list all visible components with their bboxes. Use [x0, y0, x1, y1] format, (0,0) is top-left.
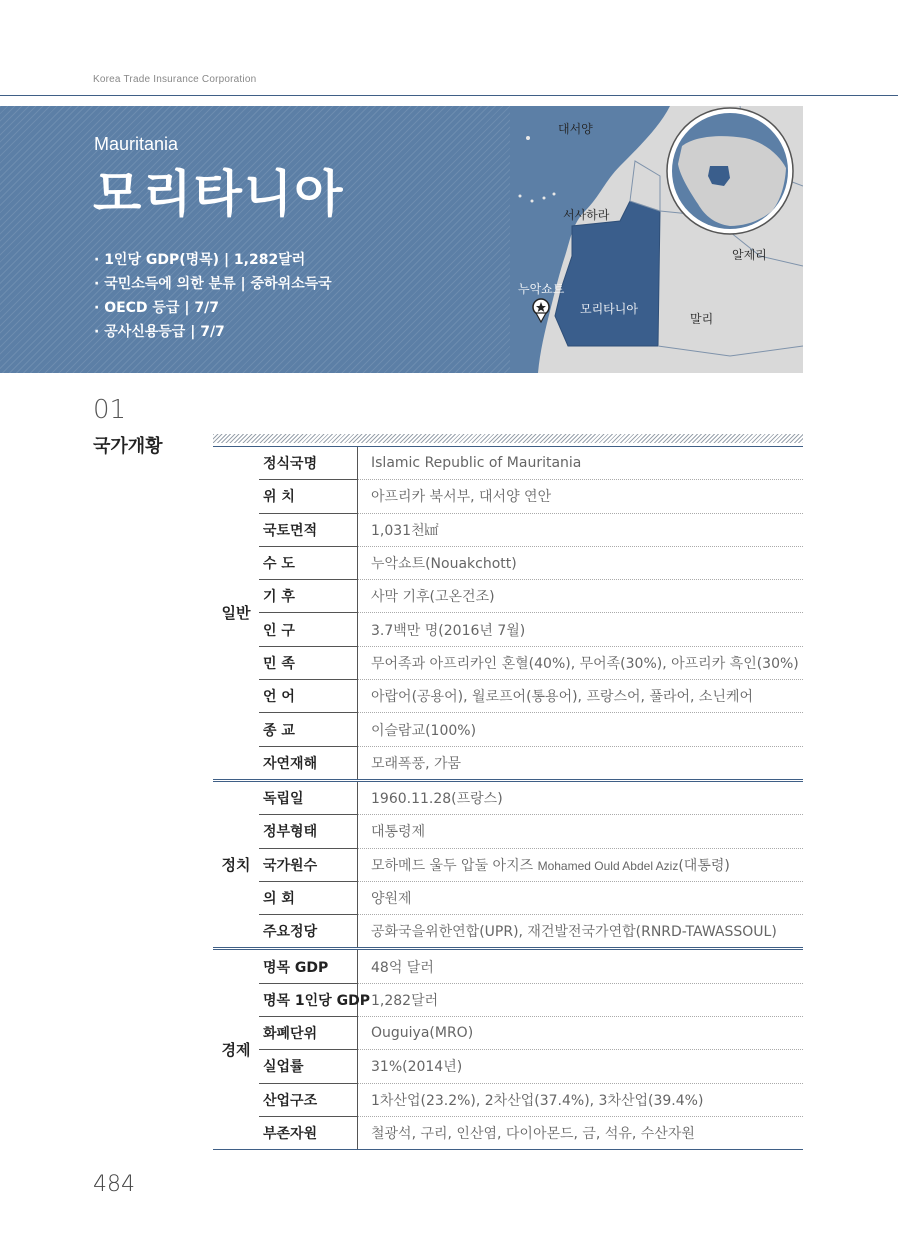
table-row: [259, 1016, 803, 1049]
fact-credit-grade: · 공사신용등급 | 7/7: [94, 324, 225, 340]
page-number: 484: [93, 1172, 135, 1197]
row-value: 철광석, 구리, 인산염, 다이아몬드, 금, 석유, 수산자원: [371, 1126, 695, 1143]
row-value: 누악쇼트(Nouakchott): [371, 556, 517, 573]
table-row: [259, 447, 803, 479]
fact-oecd-grade: · OECD 등급 | 7/7: [94, 300, 219, 316]
row-value: 3.7백만 명(2016년 7월): [371, 622, 526, 639]
map-label-algeria: 알제리: [732, 248, 767, 262]
header-divider: [0, 95, 898, 96]
row-label: 기 후: [259, 579, 358, 612]
table-row: [259, 746, 803, 779]
row-value: 대통령제: [371, 824, 426, 841]
table-row: [259, 1083, 803, 1116]
country-name-ko: 모리타니아: [93, 165, 345, 223]
row-value: 아프리카 북서부, 대서양 연안: [371, 489, 552, 506]
table-row: [259, 679, 803, 712]
table-row: [259, 782, 803, 814]
table-row: [259, 914, 803, 947]
header-org: Korea Trade Insurance Corporation: [93, 74, 257, 85]
table-row: [259, 479, 803, 512]
table-row: [259, 579, 803, 612]
row-label: 화폐단위: [259, 1016, 358, 1049]
row-value: 공화국을위한연합(UPR), 재건발전국가연합(RNRD-TAWASSOUL): [371, 924, 777, 941]
row-value: Ouguiya(MRO): [371, 1025, 474, 1042]
row-value: 아랍어(공용어), 월로프어(통용어), 프랑스어, 풀라어, 소닌케어: [371, 689, 754, 706]
head-of-state-en: Mohamed Ould Abdel Aziz: [537, 858, 679, 873]
table-row: [259, 983, 803, 1016]
section-title: 국가개황: [93, 436, 163, 457]
table-row: [259, 612, 803, 645]
row-label: 독립일: [259, 782, 358, 814]
row-label: 민 족: [259, 646, 358, 679]
map-graphic: [510, 106, 803, 373]
table-row: [259, 950, 803, 982]
row-label: 인 구: [259, 612, 358, 645]
map-label-western-sahara: 서사하라: [563, 208, 610, 222]
row-label: 명목 GDP: [259, 950, 358, 982]
row-value: 31%(2014년): [371, 1059, 463, 1076]
map-label-capital: 누악쇼트: [518, 282, 565, 296]
map-label-atlantic: 대서양: [558, 122, 593, 136]
row-value: 1,031천㎢: [371, 522, 439, 539]
group-politics: [213, 779, 803, 947]
category-label: 일반: [221, 604, 251, 623]
table-row: [259, 1049, 803, 1082]
row-label: 주요정당: [259, 914, 358, 947]
row-label: 정식국명: [259, 447, 358, 479]
head-of-state-title: (대통령): [678, 857, 730, 874]
row-value: 사막 기후(고온건조): [371, 589, 495, 606]
row-label: 명목 1인당 GDP: [259, 983, 358, 1016]
country-banner: [0, 106, 510, 373]
row-label: 산업구조: [259, 1083, 358, 1116]
row-value: 1960.11.28(프랑스): [371, 791, 503, 808]
group-general: [213, 446, 803, 779]
row-label: 종 교: [259, 712, 358, 745]
row-label: 실업률: [259, 1049, 358, 1082]
section-hatch-bar: [213, 434, 803, 443]
row-value: Islamic Republic of Mauritania: [371, 455, 582, 472]
row-value: 1,282달러: [371, 992, 439, 1009]
row-label: 위 치: [259, 479, 358, 512]
row-label: 국가원수: [259, 848, 358, 881]
row-label: 부존자원: [259, 1116, 358, 1149]
row-label: 국토면적: [259, 513, 358, 546]
section-number: 01: [93, 395, 127, 425]
row-value: 양원제: [371, 891, 412, 907]
row-value: 1차산업(23.2%), 2차산업(37.4%), 3차산업(39.4%): [371, 1092, 704, 1109]
country-map: [510, 106, 803, 373]
row-value: 모래폭풍, 가뭄: [371, 755, 462, 772]
table-row: [259, 848, 803, 881]
map-label-mali: 말리: [690, 312, 714, 326]
category-label: 경제: [221, 1041, 251, 1060]
row-label: 의 회: [259, 881, 358, 914]
table-row: [259, 1116, 803, 1149]
fact-gdp-per-capita: · 1인당 GDP(명목) | 1,282달러: [94, 252, 306, 268]
group-economy: [213, 947, 803, 1150]
map-label-mauritania: 모리타니아: [580, 302, 638, 316]
row-value: 무어족과 아프리카인 혼혈(40%), 무어족(30%), 아프리카 흑인(30%): [371, 655, 799, 672]
table-row: [259, 712, 803, 745]
table-row: [259, 646, 803, 679]
row-value: [358, 855, 730, 875]
table-row: [259, 546, 803, 579]
country-name-en: Mauritania: [94, 134, 179, 154]
row-label: 정부형태: [259, 814, 358, 847]
overview-table: [213, 446, 803, 1150]
row-value: 이슬람교(100%): [371, 722, 477, 739]
row-value: 48억 달러: [371, 959, 434, 976]
row-label: 수 도: [259, 546, 358, 579]
table-row: [259, 513, 803, 546]
key-facts: [94, 248, 332, 344]
fact-income-class: · 국민소득에 의한 분류 | 중하위소득국: [94, 276, 332, 292]
table-row: [259, 814, 803, 847]
row-label: 자연재해: [259, 746, 358, 779]
category-label: 정치: [221, 856, 251, 875]
row-label: 언 어: [259, 679, 358, 712]
head-of-state-ko: 모하메드 울두 압둘 아지즈: [371, 857, 534, 874]
table-row: [259, 881, 803, 914]
